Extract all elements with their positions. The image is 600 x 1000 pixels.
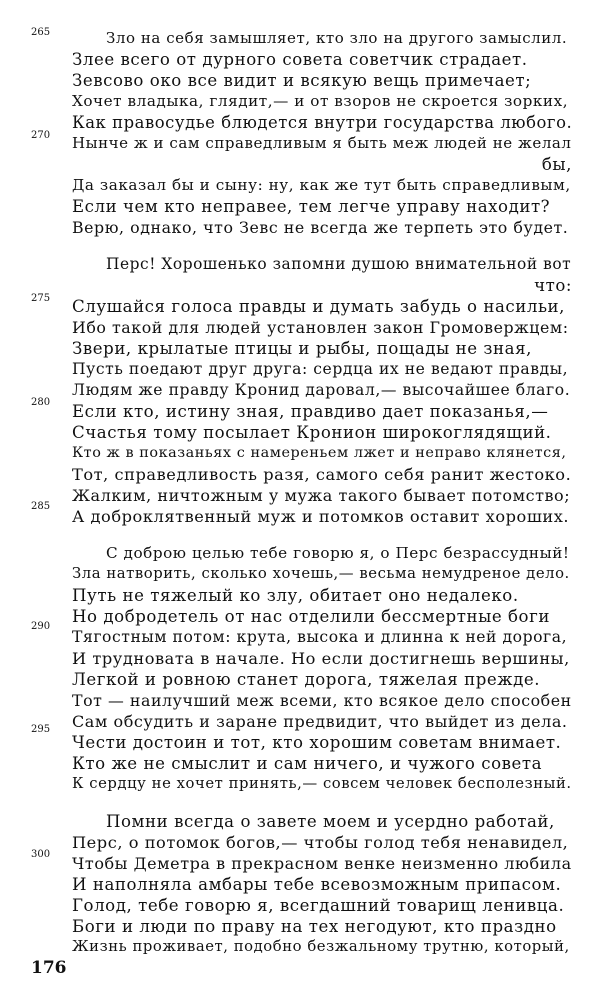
verse-line: Голод, тебе говорю я, всегдашний товарищ ленивца. [72,896,565,915]
verse-line: К сердцу не хочет принять,— совсем человек бесполезный. [72,775,572,792]
verse-line: Если кто, истину зная, правдиво дает показанья,— [72,402,549,421]
verse-line-continuation: что: [534,276,572,295]
verse-line: Счастья тому посылает Кронион широкоглядящий. [72,423,552,442]
verse-line: Если чем кто неправее, тем легче управу находит? [72,197,551,216]
verse-line: Чести достоин и тот, кто хорошим советам внимает. [72,733,562,752]
verse-line: Кто ж в показаньях с намереньем лжет и неправо клянется, [72,445,567,461]
verse-line: Сам обсудить и заране предвидит, что выйдет из дела. [72,712,568,731]
verse-line: И наполняла амбары тебе всевозможным припасом. [72,875,562,894]
verse-line: Зевсово око все видит и всякую вещь примечает; [72,71,532,90]
verse-line: Жизнь проживает, подобно безжальному трутню, который, [72,938,570,955]
verse-line: Хочет владыка, глядит,— и от взоров не скроется зорких, [72,92,569,110]
line-number: 275 [31,293,51,304]
verse-line: Зло на себя замышляет, кто зло на другого замыслил. [106,29,568,47]
line-number: 295 [31,724,51,735]
verse-line: Помни всегда о завете моем и усердно работай, [106,812,555,831]
verse-line: Путь не тяжелый ко злу, обитает оно недалеко. [72,586,519,605]
verse-line: Пусть поедают друг друга: сердца их не ведают правды, [72,360,569,378]
verse-line: Тягостным потом: крута, высока и длинна к ней дорога, [72,628,568,646]
line-number: 285 [31,501,51,512]
line-number: 300 [31,849,51,860]
line-number: 290 [31,621,51,632]
verse-line: Как правосудье блюдется внутри государства любого. [72,113,573,132]
verse-line: Звери, крылатые птицы и рыбы, пощады не зная, [72,339,532,358]
verse-line: А доброклятвенный муж и потомков оставит хороших. [72,507,570,526]
verse-line: С доброю целью тебе говорю я, о Перс безрассудный! [106,544,570,562]
verse-line: Зла натворить, сколько хочешь,— весьма немудреное дело. [72,565,570,582]
verse-line: Тот — наилучший меж всеми, кто всякое дело способен [72,691,572,710]
verse-line: Перс! Хорошенько запомни душою внимательной вот [106,255,572,273]
verse-line: И трудновата в начале. Но если достигнешь вершины, [72,649,570,668]
verse-line: Легкой и ровною станет дорога, тяжелая прежде. [72,670,541,689]
line-number: 280 [31,397,51,408]
verse-line: Кто же не смыслит и сам ничего, и чужого совета [72,754,543,773]
verse-line: Нынче ж и сам справедливым я быть меж людей не желал [72,134,572,152]
verse-line: Да заказал бы и сыну: ну, как же тут быть справедливым, [72,176,571,194]
verse-line: Тот, справедливость разя, самого себя ранит жестоко. [72,465,572,484]
verse-line: Людям же правду Кронид даровал,— высочайшее благо. [72,381,571,399]
verse-line: Злее всего от дурного совета советчик страдает. [72,50,528,69]
verse-line: Верю, однако, что Зевс не всегда же терпеть это будет. [72,218,569,237]
line-number: 265 [31,27,51,38]
verse-line: Слушайся голоса правды и думать забудь о насильи, [72,297,565,316]
verse-line: Но добродетель от нас отделили бессмертные боги [72,607,550,626]
verse-line: Чтобы Деметра в прекрасном венке неизменно любила [72,854,572,873]
verse-line: Ибо такой для людей установлен закон Громовержцем: [72,318,569,337]
line-number: 270 [31,130,51,141]
verse-line: Перс, о потомок богов,— чтобы голод тебя ненавидел, [72,833,569,852]
verse-line: Боги и люди по праву на тех негодуют, кто праздно [72,917,557,936]
verse-line: Жалким, ничтожным у мужа такого бывает потомство; [72,486,571,505]
page-number: 176 [31,958,67,978]
verse-line-continuation: бы, [541,155,572,174]
